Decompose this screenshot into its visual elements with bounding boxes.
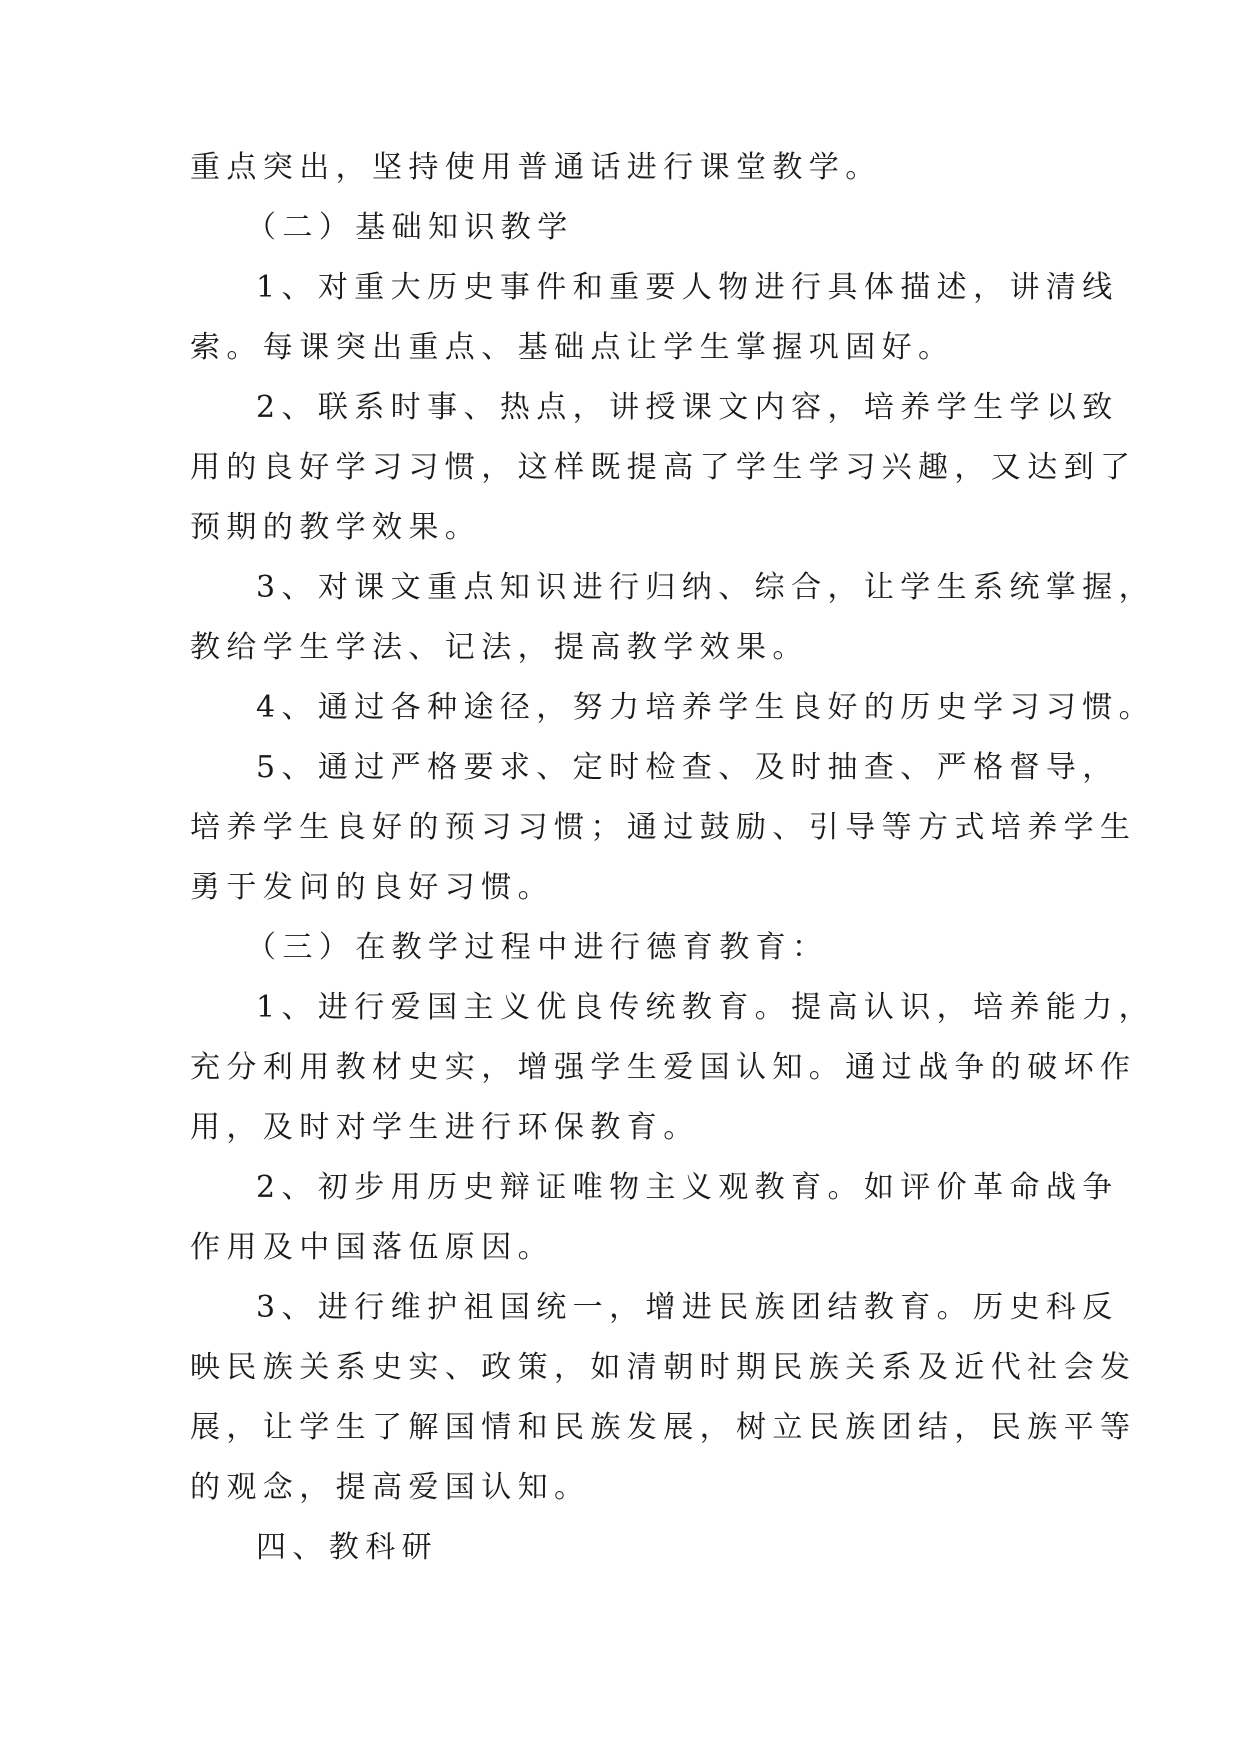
text-line: 重点突出，坚持使用普通话进行课堂教学。: [190, 150, 882, 185]
text-line: 用的良好学习习惯，这样既提高了学生学习兴趣，又达到了: [190, 450, 1137, 485]
text-line: 3、进行维护祖国统一，增进民族团结教育。历史科反: [256, 1290, 1119, 1325]
text-line: 用，及时对学生进行环保教育。: [190, 1110, 700, 1145]
text-line: 4、通过各种途径，努力培养学生良好的历史学习习惯。: [256, 690, 1156, 725]
text-line: 教给学生学法、记法，提高教学效果。: [190, 630, 809, 665]
section-heading: 四、教科研: [256, 1530, 438, 1565]
text-line: 映民族关系史实、政策，如清朝时期民族关系及近代社会发: [190, 1350, 1137, 1385]
text-line: 5、通过严格要求、定时检查、及时抽查、严格督导，: [256, 750, 1119, 785]
text-line: 索。每课突出重点、基础点让学生掌握巩固好。: [190, 330, 955, 365]
text-line: 2、联系时事、热点，讲授课文内容，培养学生学以致: [256, 390, 1119, 425]
text-line: 勇于发问的良好习惯。: [190, 870, 554, 905]
text-line: 3、对课文重点知识进行归纳、综合，让学生系统掌握，: [256, 570, 1156, 605]
text-line: 1、进行爱国主义优良传统教育。提高认识，培养能力，: [256, 990, 1156, 1025]
text-line: 2、初步用历史辩证唯物主义观教育。如评价革命战争: [256, 1170, 1119, 1205]
text-line: 的观念，提高爱国认知。: [190, 1470, 591, 1505]
text-line: 培养学生良好的预习习惯；通过鼓励、引导等方式培养学生: [190, 810, 1137, 845]
text-line: 预期的教学效果。: [190, 510, 482, 545]
text-line: 充分利用教材史实，增强学生爱国认知。通过战争的破坏作: [190, 1050, 1137, 1085]
section-heading: （三）在教学过程中进行德育教育：: [246, 930, 829, 965]
text-line: 展，让学生了解国情和民族发展，树立民族团结，民族平等: [190, 1410, 1137, 1445]
text-line: 作用及中国落伍原因。: [190, 1230, 554, 1265]
section-heading: （二）基础知识教学: [246, 210, 574, 245]
text-line: 1、对重大历史事件和重要人物进行具体描述，讲清线: [256, 270, 1119, 305]
